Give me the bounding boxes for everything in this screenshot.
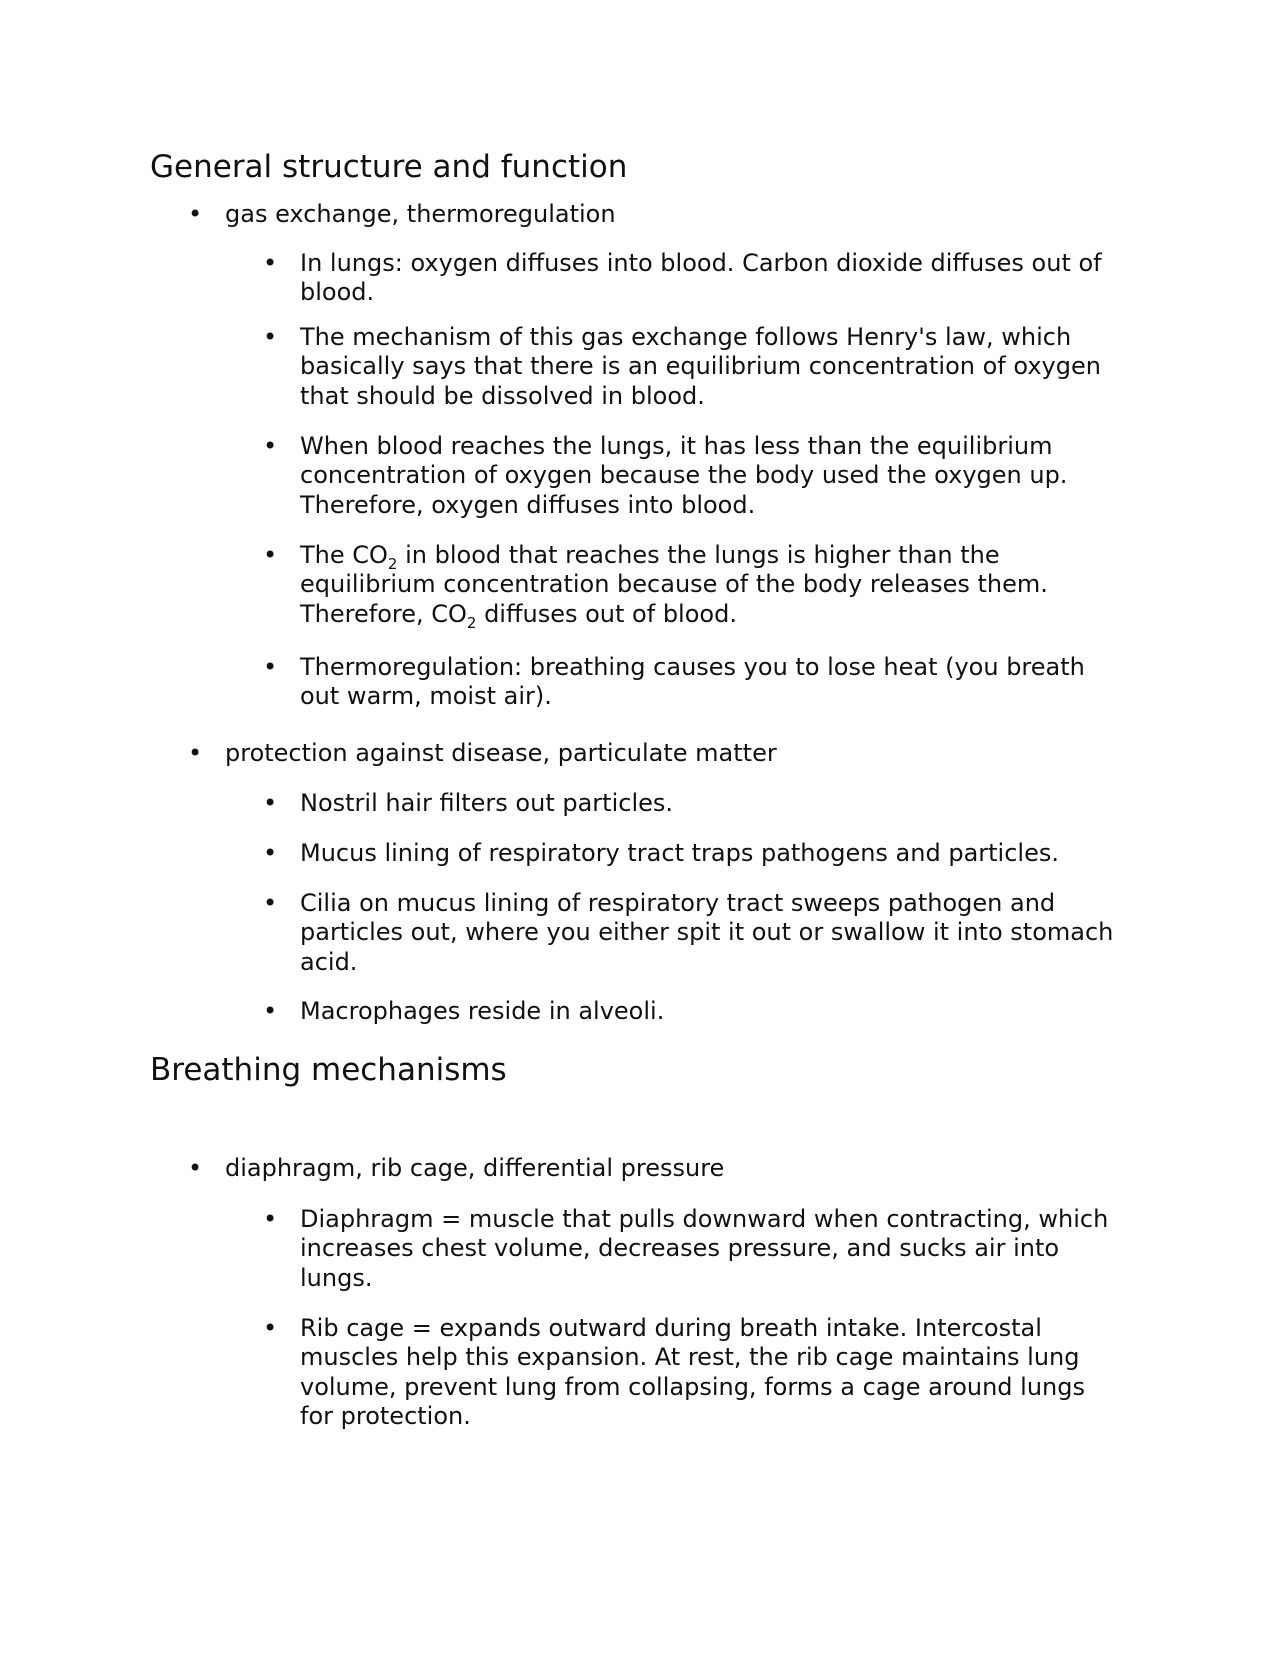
bullet-icon: • [263,839,278,867]
bullet-icon: • [188,1154,203,1182]
sub-list-item-text: Macrophages reside in alveoli. [300,997,665,1025]
bullet-icon: • [188,200,203,228]
sub-list-item-text: Nostril hair filters out particles. [300,789,674,817]
section-heading-general-structure: General structure and function [150,149,628,185]
bullet-icon: • [263,1314,278,1342]
sub-list-item-text: Diaphragm = muscle that pulls downward when contracting, which increases chest volume, decreases pressure, and sucks air into lungs. [300,1205,1109,1292]
list-item-text: protection against disease, particulate matter [225,739,777,767]
list-item-text: diaphragm, rib cage, differential pressure [225,1154,725,1182]
sub-list-item-text: When blood reaches the lungs, it has less than the equilibrium concentration of oxygen because the body used the oxygen up. Therefore, oxygen diffuses into blood. [300,432,1068,519]
sub-list-item-text: Mucus lining of respiratory tract traps pathogens and particles. [300,839,1059,867]
bullet-icon: • [263,432,278,460]
bullet-icon: • [263,1205,278,1233]
subscript-2: 2 [387,555,398,573]
bullet-icon: • [263,541,278,569]
sub-list-item-text: Cilia on mucus lining of respiratory tract sweeps pathogen and particles out, where you either spit it out or swallow it into stomach acid. [300,889,1114,976]
bullet-icon: • [263,789,278,817]
sub-list-item-text: In lungs: oxygen diffuses into blood. Carbon dioxide diffuses out of blood. [300,249,1102,307]
bullet-icon: • [188,739,203,767]
section-heading-breathing-mechanisms: Breathing mechanisms [150,1052,507,1088]
bullet-icon: • [263,249,278,277]
bullet-icon: • [263,889,278,917]
sub-list-item-text: Rib cage = expands outward during breath intake. Intercostal muscles help this expansion. At rest, the rib cage maintains lung volume, prevent lung from collapsing, forms a cage around lungs for protection. [300,1314,1085,1430]
bullet-icon: • [263,653,278,681]
sub-list-item-text: The mechanism of this gas exchange follows Henry's law, which basically says that there is an equilibrium concentration of oxygen that should be dissolved in blood. [300,323,1101,410]
sub-list-item-text-co2: The $CO_2$ in blood that reaches the lungs is higher than the equilibrium concentration because of the body releases them. Therefore, $CO_2$ diffuses out of blood. [300,541,1048,632]
subscript-2: 2 [466,613,477,632]
bullet-icon: • [263,997,278,1025]
list-item-text: gas exchange, thermoregulation [225,200,616,228]
sub-list-item-text: Thermoregulation: breathing causes you to lose heat (you breath out warm, moist air). [300,653,1085,711]
bullet-icon: • [263,323,278,351]
